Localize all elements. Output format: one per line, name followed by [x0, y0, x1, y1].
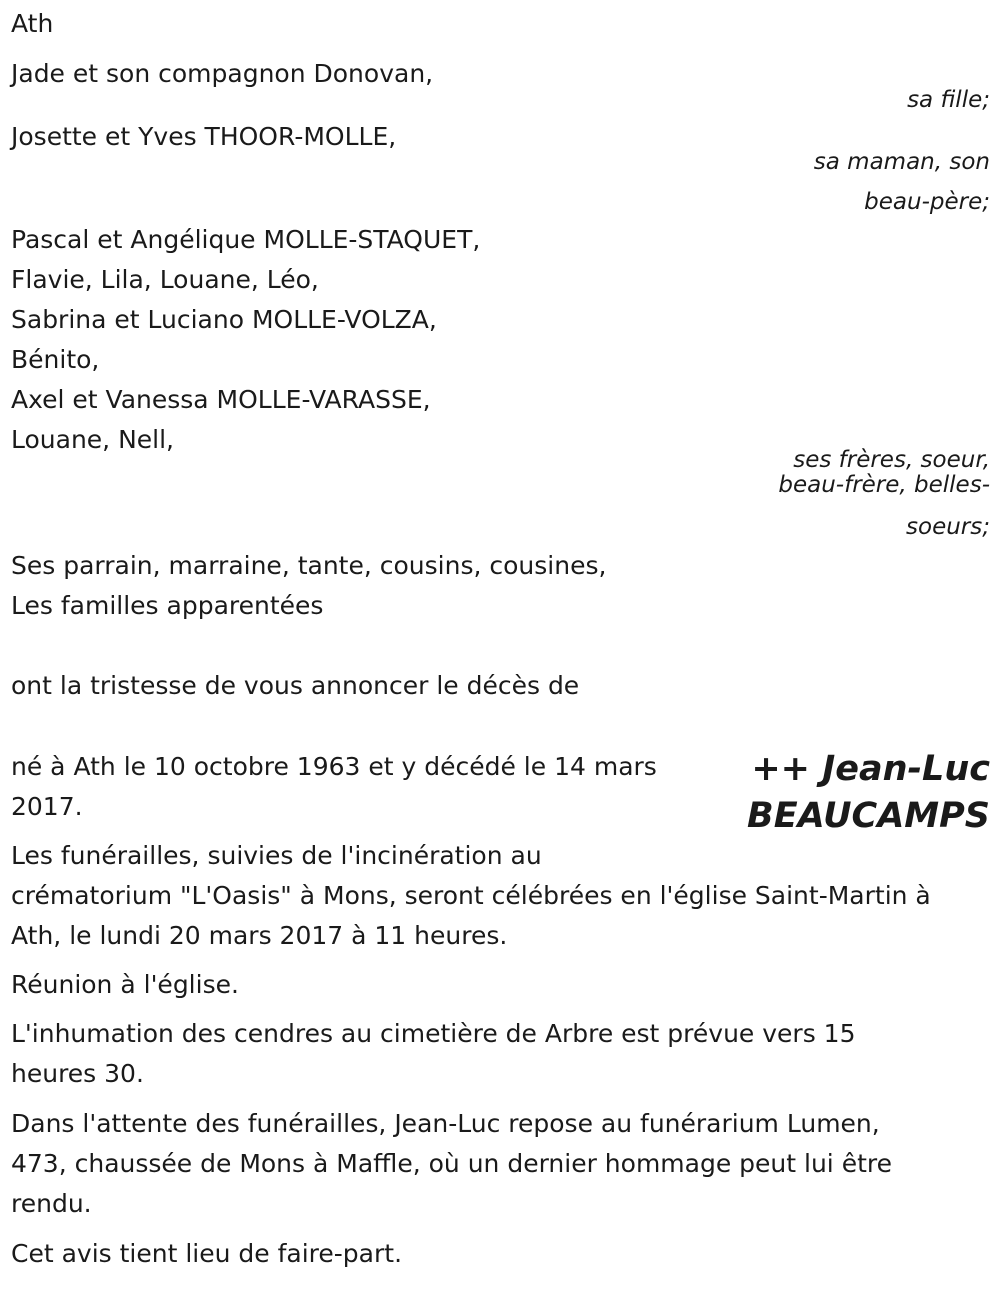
announcement: ont la tristesse de vous annoncer le décès de: [11, 671, 580, 700]
mother-relation-2: beau-père;: [864, 189, 990, 215]
mother-line: Josette et Yves THOOR-MOLLE,: [11, 122, 397, 151]
rest-line-3: rendu.: [11, 1189, 92, 1218]
siblings-relation-2: beau-frère, belles-: [778, 472, 990, 498]
mother-relation-1: sa maman, son: [813, 149, 990, 175]
rest-line-2: 473, chaussée de Mons à Maffle, où un dernier hommage peut lui être: [11, 1149, 892, 1178]
funeral-line-2: crématorium "L'Oasis" à Mons, seront célébrées en l'église Saint-Martin à: [11, 881, 931, 910]
sibling-line: Bénito,: [11, 345, 100, 374]
sibling-line: Sabrina et Luciano MOLLE-VOLZA,: [11, 305, 437, 334]
meeting-line: Réunion à l'église.: [11, 970, 239, 999]
daughter-line: Jade et son compagnon Donovan,: [11, 59, 434, 88]
funeral-line-3: Ath, le lundi 20 mars 2017 à 11 heures.: [11, 921, 508, 950]
rest-line-1: Dans l'attente des funérailles, Jean-Luc repose au funérarium Lumen,: [11, 1109, 880, 1138]
deceased-name-line-2: BEAUCAMPS: [747, 796, 990, 836]
siblings-relation-1: ses frères, soeur,: [793, 447, 990, 473]
sibling-line: Louane, Nell,: [11, 425, 174, 454]
sibling-line: Pascal et Angélique MOLLE-STAQUET,: [11, 225, 481, 254]
birth-death-line-2: 2017.: [11, 792, 83, 821]
funeral-line-1: Les funérailles, suivies de l'incinération au: [11, 841, 542, 870]
closing-line: Cet avis tient lieu de faire-part.: [11, 1239, 403, 1268]
burial-line-2: heures 30.: [11, 1059, 144, 1088]
place-name: Ath: [11, 9, 54, 38]
sibling-line: Flavie, Lila, Louane, Léo,: [11, 265, 319, 294]
daughter-relation: sa fille;: [907, 87, 990, 113]
sibling-line: Axel et Vanessa MOLLE-VARASSE,: [11, 385, 431, 414]
deceased-name-line-1: ++ Jean-Luc: [751, 749, 990, 789]
others-line-1: Ses parrain, marraine, tante, cousins, cousines,: [11, 551, 607, 580]
siblings-relation-3: soeurs;: [906, 514, 990, 540]
burial-line-1: L'inhumation des cendres au cimetière de Arbre est prévue vers 15: [11, 1019, 856, 1048]
birth-death-line-1: né à Ath le 10 octobre 1963 et y décédé le 14 mars: [11, 752, 657, 781]
others-line-2: Les familles apparentées: [11, 591, 324, 620]
